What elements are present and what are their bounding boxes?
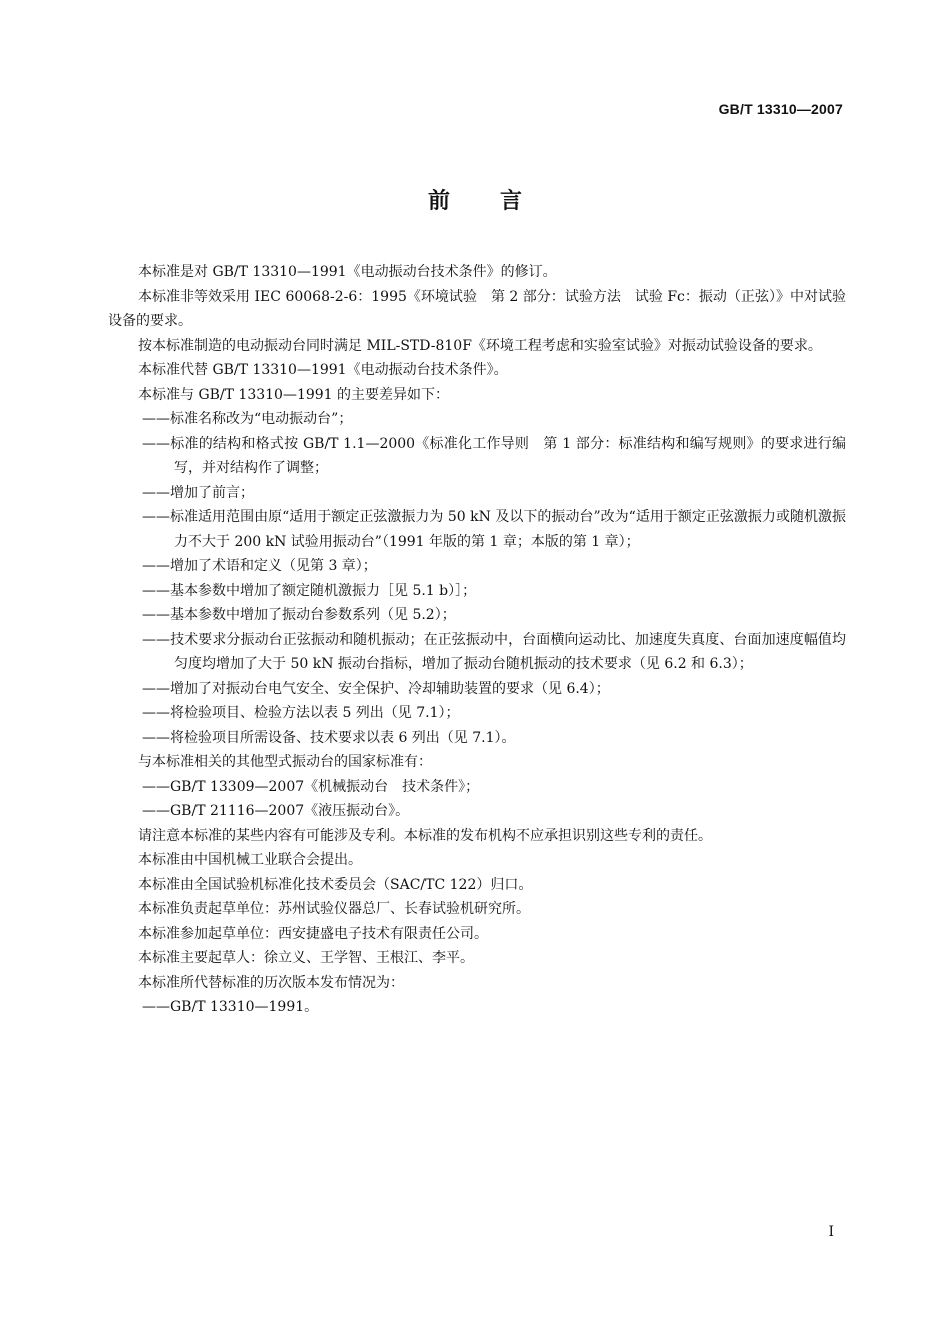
paragraph: 本标准代替 GB/T 13310—1991《电动振动台技术条件》。 [138,362,508,378]
list-item: ——技术要求分振动台正弦振动和随机振动；在正弦振动中，台面横向运动比、加速度失真度、台面加速度幅值均匀度均增加了大于 50 kN 振动台指标，增加了振动台随机振动的技术要求（见 6.2 和 6.3）； [142,631,846,672]
paragraph: 本标准主要起草人：徐立义、王学智、王根江、李平。 [138,950,474,966]
paragraph: 本标准负责起草单位：苏州试验仪器总厂、长春试验机研究所。 [138,901,530,917]
standard-number: GB/T 13310—2007 [718,101,843,117]
list-item: ——基本参数中增加了振动台参数系列（见 5.2）； [142,607,456,623]
page-title: 前言 [427,189,572,214]
list-item: ——将检验项目所需设备、技术要求以表 6 列出（见 7.1）。 [142,729,516,746]
list-item: ——基本参数中增加了额定随机激振力［见 5.1 b）］； [142,582,477,599]
list-item: ——将检验项目、检验方法以表 5 列出（见 7.1）； [142,705,460,721]
paragraph: 本标准与 GB/T 13310—1991 的主要差异如下： [138,386,450,403]
paragraph: 本标准非等效采用 IEC 60068-2-6：1995《环境试验 第 2 部分：试验方法 试验 Fc：振动（正弦）》中对试验设备的要求。 [108,288,846,329]
paragraph: 本标准由全国试验机标准化技术委员会（SAC/TC 122）归口。 [138,876,533,893]
list-item: ——标准适用范围由原“适用于额定正弦激振力为 50 kN 及以下的振动台”改为“适用于额定正弦激振力或随机激振力不大于 200 kN 试验用振动台”（1991 年版的第 1 章；本版的第 1 章）； [142,509,846,550]
paragraph: 本标准所代替标准的历次版本发布情况为： [138,974,404,991]
list-item: ——增加了术语和定义（见第 3 章）； [142,558,377,574]
list-item: ——标准名称改为“电动振动台”； [142,411,353,427]
list-item: ——标准的结构和格式按 GB/T 1.1—2000《标准化工作导则 第 1 部分：标准结构和编写规则》的要求进行编写，并对结构作了调整； [142,435,846,476]
page-number: I [828,1224,834,1240]
paragraph: 按本标准制造的电动振动台同时满足 MIL-STD-810F《环境工程考虑和实验室试验》对振动试验设备的要求。 [138,337,822,354]
list-item: ——增加了前言； [142,484,254,501]
paragraph: 与本标准相关的其他型式振动台的国家标准有： [138,754,432,770]
list-item: ——增加了对振动台电气安全、安全保护、冷却辅助装置的要求（见 6.4）； [142,680,610,697]
list-item: ——GB/T 13309—2007《机械振动台 技术条件》； [142,778,480,795]
foreword-body [108,260,846,1020]
paragraph: 本标准参加起草单位：西安捷盛电子技术有限责任公司。 [138,925,488,942]
paragraph: 本标准由中国机械工业联合会提出。 [138,852,362,868]
paragraph: 本标准是对 GB/T 13310—1991《电动振动台技术条件》的修订。 [138,264,557,280]
list-item: ——GB/T 13310—1991。 [142,999,319,1015]
list-item: ——GB/T 21116—2007《液压振动台》。 [142,803,410,819]
paragraph: 请注意本标准的某些内容有可能涉及专利。本标准的发布机构不应承担识别这些专利的责任。 [138,827,712,844]
